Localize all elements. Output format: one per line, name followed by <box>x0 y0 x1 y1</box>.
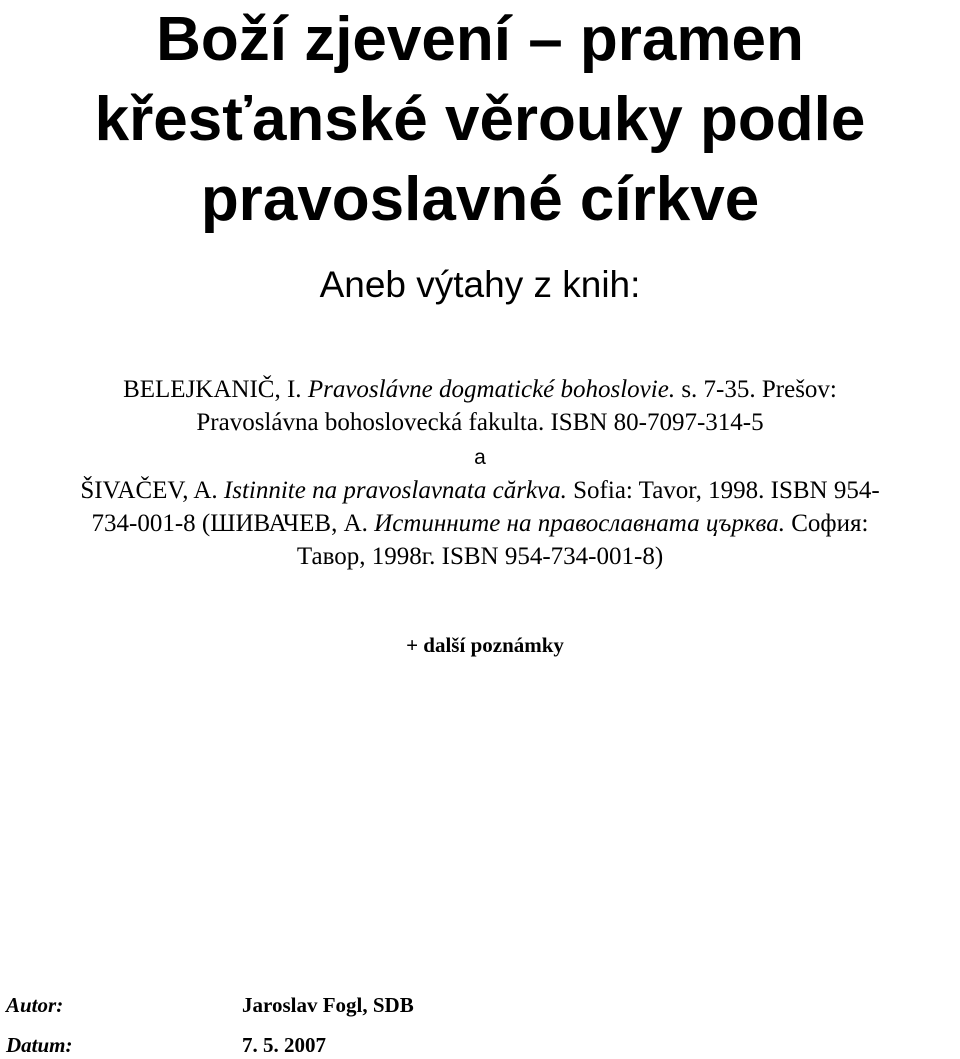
reference-line <box>0 474 960 507</box>
conjunction: a <box>474 446 486 469</box>
author-label: Autor: <box>6 993 64 1017</box>
reference-sivacev <box>0 474 960 573</box>
reference-line <box>0 373 960 406</box>
title-line-3: pravoslavné církve <box>200 165 760 234</box>
reference-details: Sofia: Tavor, 1998. ISBN 954- <box>573 477 880 504</box>
author-row <box>6 991 414 1019</box>
reference-cyrillic-publisher: Тавор, 1998г. ISBN 954-734-001-8) <box>296 543 664 570</box>
title-line-1: Boží zjevení – pramen <box>156 5 804 74</box>
document-title <box>0 0 960 240</box>
date-row <box>6 1031 326 1059</box>
reference-publisher-line: Pravoslávna bohoslovecká fakulta. ISBN 80-7097-314-5 <box>196 409 764 436</box>
author-value: Jaroslav Fogl, SDB <box>242 993 414 1017</box>
date-value: 7. 5. 2007 <box>242 1033 326 1057</box>
reference-cyrillic-place: София: <box>791 510 869 537</box>
reference-cyrillic-author: 734-001-8 (ШИВАЧЕВ, А. <box>91 510 368 537</box>
reference-book-title: Pravoslávne dogmatické bohoslovie. <box>307 376 676 403</box>
reference-belejkanic <box>0 373 960 439</box>
date-label: Datum: <box>6 1033 73 1057</box>
reference-author: BELEJKANIČ, I. <box>123 376 302 403</box>
reference-cyrillic-title: Истинните на православната църква. <box>374 510 785 537</box>
reference-author: ŠIVAČEV, A. <box>80 477 218 504</box>
more-notes: + další poznámky <box>406 633 564 657</box>
reference-cyrillic-line <box>0 507 960 540</box>
reference-book-title: Istinnite na pravoslavnata cărkva. <box>223 477 567 504</box>
reference-details: s. 7-35. Prešov: <box>681 376 837 403</box>
subtitle: Aneb výtahy z knih: <box>319 264 641 305</box>
title-line-2: křesťanské věrouky podle <box>94 85 866 154</box>
